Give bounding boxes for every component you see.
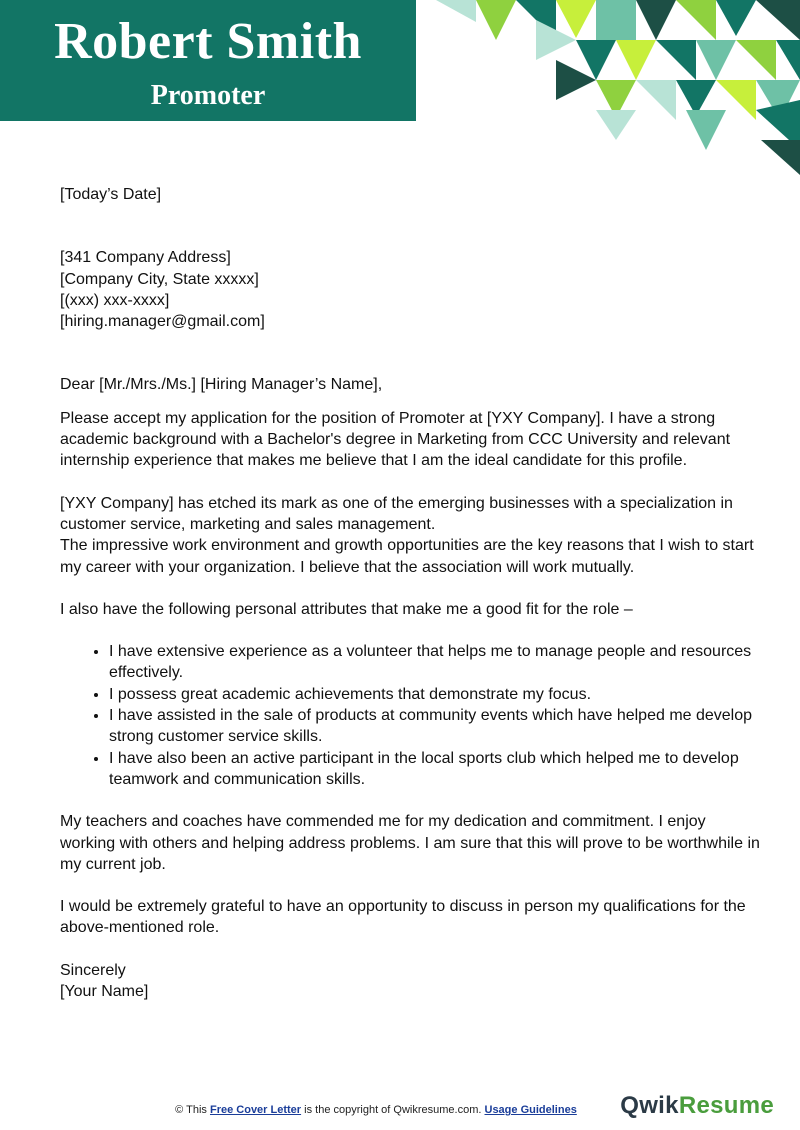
list-item: • I have extensive experience as a volunteer that helps me to manage people and resources effectively. [109, 641, 760, 684]
job-title: Promoter [150, 80, 266, 111]
free-cover-letter-link[interactable]: Free Cover Letter [209, 1104, 302, 1116]
paragraph-motivation: The impressive work environment and growth opportunities are the key reasons that I wish to start my career with your organization. I believe that the association will work mutually. [60, 537, 754, 576]
paragraph-closing: I would be extremely grateful to have an opportunity to discuss in person my qualifications for the above-mentioned role. [60, 898, 746, 937]
logo-part-resume: Resume [678, 1092, 774, 1119]
salutation: Dear [Mr./Mrs./Ms.] [Hiring Manager’s Name], [60, 376, 383, 394]
applicant-name: Robert Smith [54, 13, 362, 70]
closing: Sincerely [60, 961, 126, 979]
list-item: • I have also been an active participant in the local sports club which helped me to develop teamwork and communication skills. [109, 748, 760, 791]
address-line: [(xxx) xxx-xxxx] [60, 291, 170, 309]
paragraph-attributes-intro: I also have the following personal attributes that make me a good fit for the role – [60, 600, 633, 618]
header-banner [0, 0, 416, 121]
qwikresume-logo [620, 1092, 774, 1120]
letter-body [60, 184, 760, 1002]
letter-date: [Today’s Date] [60, 186, 162, 203]
list-item: • I possess great academic achievements that demonstrate my focus. [109, 684, 760, 705]
paragraph-commendation: My teachers and coaches have commended me for my dedication and commitment. I enjoy working with others and helping address problems. I am sure that this will prove to be worthwhile in my current job. [60, 813, 760, 873]
geometric-triangles-graphic [436, 0, 800, 175]
address-line: [341 Company Address] [60, 249, 231, 267]
footer-middle: is the copyright of Qwikresume.com. [304, 1104, 482, 1116]
address-line: [hiring.manager@gmail.com] [60, 313, 265, 331]
footer-prefix: © This [175, 1104, 207, 1116]
paragraph-intro: Please accept my application for the position of Promoter at [YXY Company]. I have a strong academic background with a Bachelor's degree in Marketing from CCC University and relevant internship experience that makes me believe that I am the ideal candidate for this profile. [60, 409, 731, 470]
paragraph-company: [YXY Company] has etched its mark as one of the emerging businesses with a specialization in customer service, marketing and sales management. [60, 494, 733, 533]
usage-guidelines-link[interactable]: Usage Guidelines [484, 1104, 577, 1116]
list-item: • I have assisted in the sale of products at community events which have helped me develop strong customer service skills. [109, 705, 760, 748]
attributes-list [60, 641, 760, 790]
signature: [Your Name] [60, 983, 149, 1001]
address-line: [Company City, State xxxxx] [60, 270, 259, 288]
logo-part-qwik: Qwik [620, 1092, 679, 1119]
